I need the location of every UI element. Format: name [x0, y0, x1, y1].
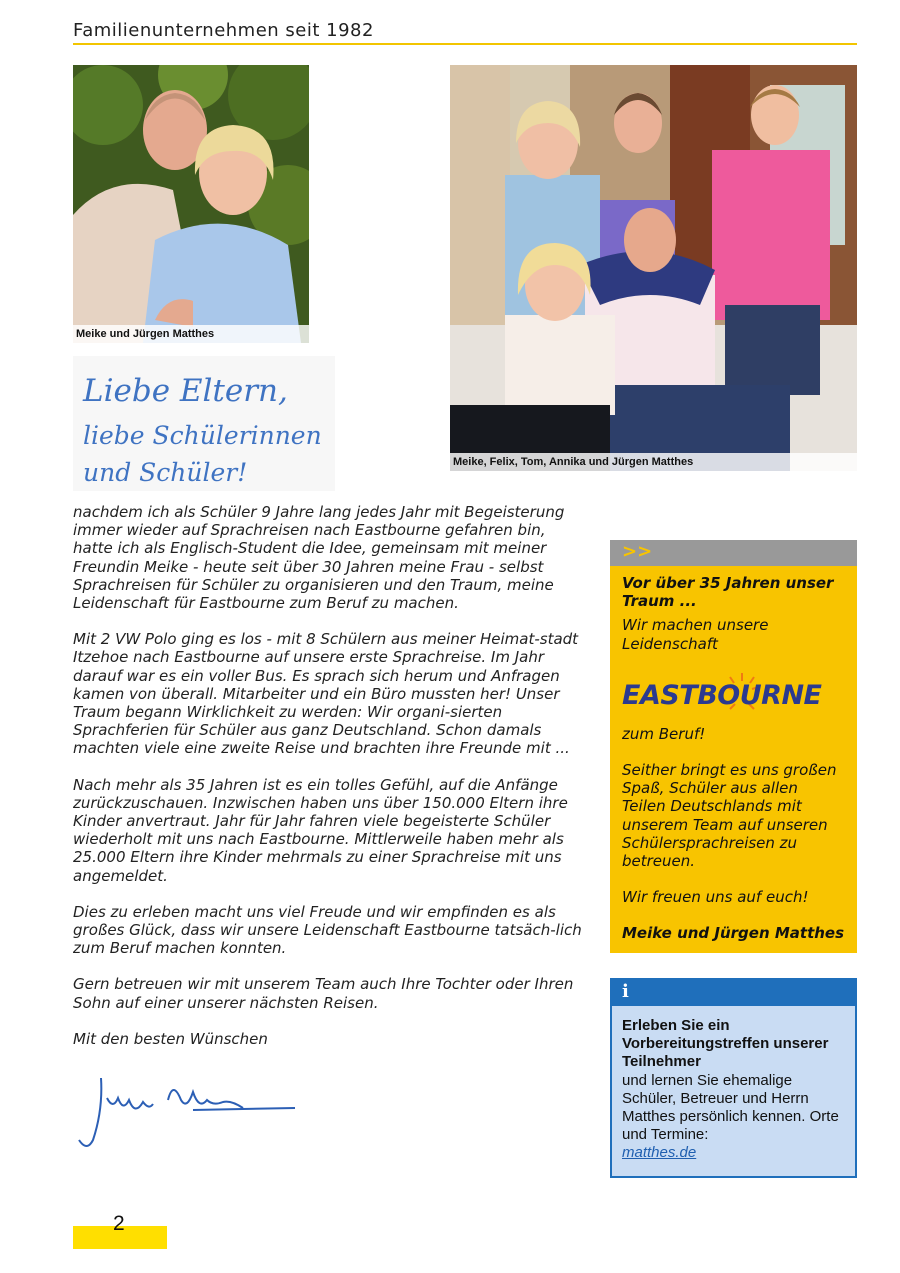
page-header [73, 20, 857, 45]
dream-box-text: Seither bringt es uns großen Spaß, Schüler aus allen Teilen Deutschlands mit unserem Team auf unseren Schülersprachreisen zu betreuen. [622, 761, 837, 871]
eastbourne-logo-text: EASTBOURNE [622, 679, 822, 711]
signature-text: Jürgen Matthes [73, 1070, 81, 1071]
handwriting-line-2: liebe Schülerinnen [83, 421, 322, 450]
letter-paragraph-2: Mit 2 VW Polo ging es los - mit 8 Schülern aus meiner Heimat-stadt Itzehoe nach Eastbourne auf unsere erste Sprachreise. Im Jahr darauf war es ein voller Bus. Es sprach sich herum und Anfragen kamen von überall. Mitarbeiter und ein Büro mussten her! Unser Traum begann Wirklichkeit zu werden: Wir organi-sierten Sprachferien für Schüler aus ganz Deutschland. Schon damals machten viele eine zweite Reise und brachten ihre Freunde mit ... [73, 630, 579, 758]
dream-box-header [610, 540, 857, 566]
dream-box-after-logo: zum Beruf! [622, 724, 706, 743]
letter-paragraph-1: nachdem ich als Schüler 9 Jahre lang jedes Jahr mit Begeisterung immer wieder auf Sprachreisen nach Eastbourne gefahren bin, hatte ich als Englisch-Student die Idee, gemeinsam mit meiner Freundin Meike - heute seit über 30 Jahren meine Frau - selbst Sprachreisen für Schüler zu organisieren und den Traum, meine Leidenschaft für Eastbourne zum Beruf zu machen. [73, 503, 565, 613]
info-box-text: und lernen Sie ehemalige Schüler, Betreuer und Herrn Matthes persönlich kennen. Orte und Termine: [622, 1071, 839, 1144]
info-box-header [612, 980, 855, 1006]
letter-paragraph-3: Nach mehr als 35 Jahren ist es ein tolles Gefühl, auf die Anfänge zurückzuschauen. Inzwischen haben uns über 150.000 Eltern ihre Kinder anvertraut. Jahr für Jahr fahren viele begeisterte Schüler wiederholt mit uns nach Eastbourne. Mittlerweile haben mehr als 25.000 Eltern ihre Kinder mehrmals zu einer Sprachreise mit uns angemeldet. [73, 775, 568, 885]
family-photo-image [450, 65, 857, 471]
handwriting-line-1: Liebe Eltern, [83, 373, 288, 409]
dream-box-headline: Vor über 35 Jahren unser Traum ... [622, 574, 834, 611]
signature [73, 1070, 303, 1155]
matthes-link[interactable]: matthes.de [622, 1144, 697, 1162]
page-number: 2 [113, 1212, 125, 1235]
letter-paragraph-5: Gern betreuen wir mit unserem Team auch Ihre Tochter oder Ihren Sohn auf einer unserer nächsten Reisen. [73, 975, 574, 1012]
info-icon: i [622, 981, 629, 1002]
dream-box [610, 540, 857, 953]
dream-box-intro: Wir machen unsere Leidenschaft [622, 616, 769, 653]
eastbourne-logo-image [622, 671, 822, 715]
info-box-body [612, 1006, 855, 1163]
family-photo-caption: Meike, Felix, Tom, Annika und Jürgen Matthes [450, 453, 857, 471]
dream-box-body [610, 566, 857, 943]
eastbourne-logo [622, 671, 845, 715]
signature-image [73, 1070, 303, 1155]
couple-photo-caption: Meike und Jürgen Matthes [73, 325, 309, 343]
letter-closing: Mit den besten Wünschen [73, 1029, 268, 1048]
info-box-bold-text: Erleben Sie ein Vorbereitungstreffen unserer Teilnehmer [622, 1017, 829, 1071]
family-photo [450, 65, 857, 471]
double-chevron-icon: >> [622, 541, 653, 562]
handwritten-greeting-image [73, 356, 335, 491]
handwriting-line-3: und Schüler! [83, 458, 248, 487]
header-title: Familienunternehmen seit 1982 [73, 20, 374, 41]
info-box [610, 978, 857, 1178]
couple-photo [73, 65, 309, 343]
letter-body [73, 503, 588, 1066]
handwritten-greeting [73, 356, 335, 491]
dream-box-signoff: Meike und Jürgen Matthes [622, 924, 845, 943]
letter-paragraph-4: Dies zu erleben macht uns viel Freude und wir empfinden es als großes Glück, dass wir unsere Leidenschaft Eastbourne tatsäch-lich zum Beruf machen konnten. [73, 902, 582, 958]
couple-photo-image [73, 65, 309, 343]
dream-box-closing: Wir freuen uns auf euch! [622, 888, 809, 907]
